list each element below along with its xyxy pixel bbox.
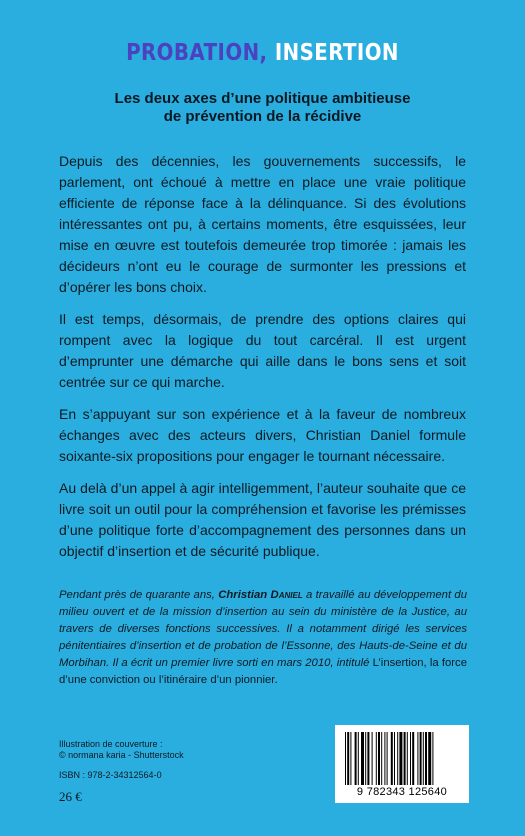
barcode [335,725,469,803]
cover-credit [59,739,184,761]
book-subtitle [40,90,485,126]
blurb-paragraph-2: Il est temps, désormais, de prendre des options claires qui rompent avec la logique du tout carcéral. Il est urgent d’emprunter une démarche qui aille dans le bons sens et soit centrée sur ce qui marche. [59,311,466,390]
bio-end: . [275,674,279,686]
blurb [59,151,466,573]
author-last-name: Daniel [270,589,303,601]
price-text: 26 € [59,789,82,804]
bio-body: a travaillé au développement du milieu ouvert et de la mission d’insertion au sein du ministère de la Justice, au travers de diverses fonctions successives. Il a notamment dirigé les services pénitentiaires d’insertion et de probation de l’Essonne, des Hauts-de-Seine et du Morbihan. Il a écrit un premier livre sorti en mars 2010, intitulé [59,589,467,669]
author-bio [59,587,467,689]
subtitle-line-2: de prévention de la récidive [163,108,362,125]
barcode-number: 9 782343 125640 [356,786,448,798]
subtitle-line-1: Les deux axes d’une politique ambitieuse [114,90,411,107]
bio-book-title: L’insertion, la force d’une conviction ou l’itinéraire d’un pionnier [59,657,467,686]
title-insertion: INSERTION [267,40,399,66]
bio-intro: Pendant près de quarante ans, [59,589,219,601]
blurb-paragraph-4: Au delà d’un appel à agir intelligemment, l’auteur souhaite que ce livre soit un outil pour la compréhension et favorise les prémisses d’une politique forte d’accompagnement des personnes dans un objectif d’insertion et de sécurité publique. [59,480,466,559]
barcode-bars [345,732,459,785]
book-title [37,40,489,66]
blurb-paragraph-1: Depuis des décennies, les gouvernements successifs, le parlement, ont échoué à mettre en place une vraie politique efficiente de réponse face à la délinquance. Si des évolutions intéressantes ont pu, à certains moments, être esquissées, leur mise en œuvre est toutefois demeurée trop timorée : jamais les décideurs n’ont eu le courage de surmonter les pressions et d’opérer les bons choix. [59,153,466,295]
blurb-paragraph-3: En s’appuyant sur son expérience et à la faveur de nombreux échanges avec des acteurs divers, Christian Daniel formule soixante-six propositions pour engager le tournant nécessaire. [59,406,466,464]
credit-line-2: © normana karia - Shutterstock [59,750,184,760]
bio-author-name [218,589,302,601]
title-probation: PROBATION, [126,40,268,66]
isbn-text: ISBN : 978-2-34312564-0 [59,770,162,780]
author-first-name: Christian [218,589,271,601]
credit-line-1: Illustration de couverture : [59,739,163,749]
